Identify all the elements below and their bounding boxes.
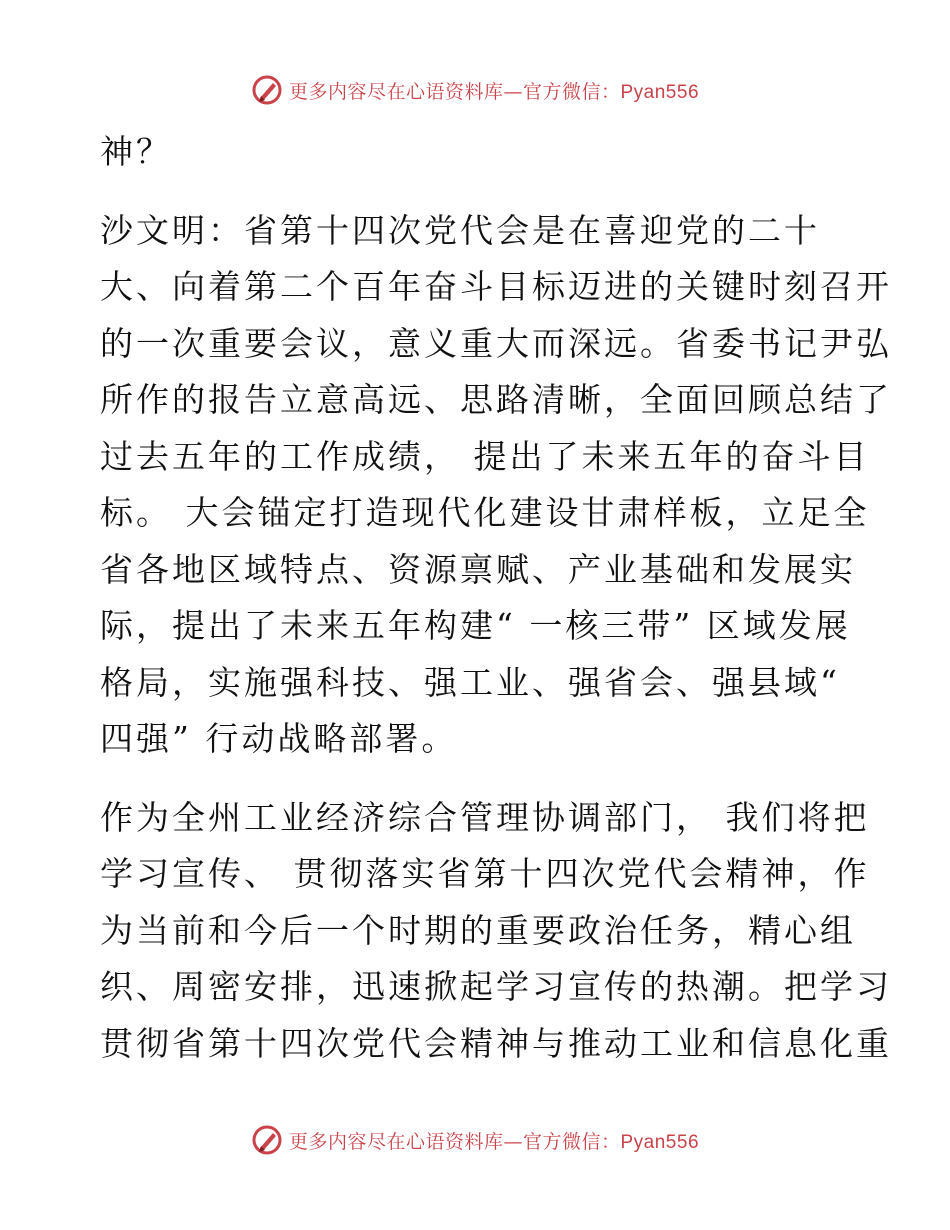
text-line: 标。 大会锚定打造现代化建设甘肃样板，立足全: [100, 493, 870, 532]
text-line: 为当前和今后一个时期的重要政治任务，精心组: [100, 910, 856, 950]
text-line: 四强” 行动战略部署。: [100, 719, 458, 758]
text-line: 织、周密安排，迅速掀起学习宣传的热潮。把学习: [100, 967, 892, 1006]
text-line: 格局，实施强科技、强工业、强省会、强县域“: [100, 662, 840, 702]
text-line: 的一次重要会议，意义重大而深远。省委书记尹弘: [100, 323, 892, 363]
text-line: 神？: [100, 132, 172, 171]
text-line: 作为全州工业经济综合管理协调部门， 我们将把: [100, 797, 870, 837]
pen-logo-icon: [251, 74, 283, 106]
text-line: 省各地区域特点、资源禀赋、产业基础和发展实: [100, 549, 856, 589]
text-line: 学习宣传、 贯彻落实省第十四次党代会精神，作: [100, 854, 870, 893]
text-line: 所作的报告立意高远、思路清晰，全面回顾总结了: [100, 380, 892, 419]
watermark-text: 更多内容尽在心语资料库—官方微信：Pyan556: [288, 80, 700, 103]
paragraph: [100, 203, 892, 768]
text-line: 过去五年的工作成绩， 提出了未来五年的奋斗目: [100, 436, 870, 476]
text-line: 大、向着第二个百年奋斗目标迈进的关键时刻召开: [100, 267, 892, 306]
header-watermark: [0, 70, 950, 110]
watermark-text: 更多内容尽在心语资料库—官方微信：Pyan556: [288, 1130, 700, 1153]
paragraph: [100, 790, 892, 1073]
document-body: [100, 124, 892, 1094]
text-line: 沙文明：省第十四次党代会是在喜迎党的二十: [100, 210, 820, 250]
paragraph: [100, 124, 860, 181]
text-line: 际，提出了未来五年构建“ 一核三带” 区域发展: [100, 606, 851, 645]
pen-logo-icon: [251, 1124, 283, 1156]
footer-watermark: [0, 1120, 950, 1160]
text-line: 贯彻省第十四次党代会精神与推动工业和信息化重: [100, 1023, 892, 1063]
